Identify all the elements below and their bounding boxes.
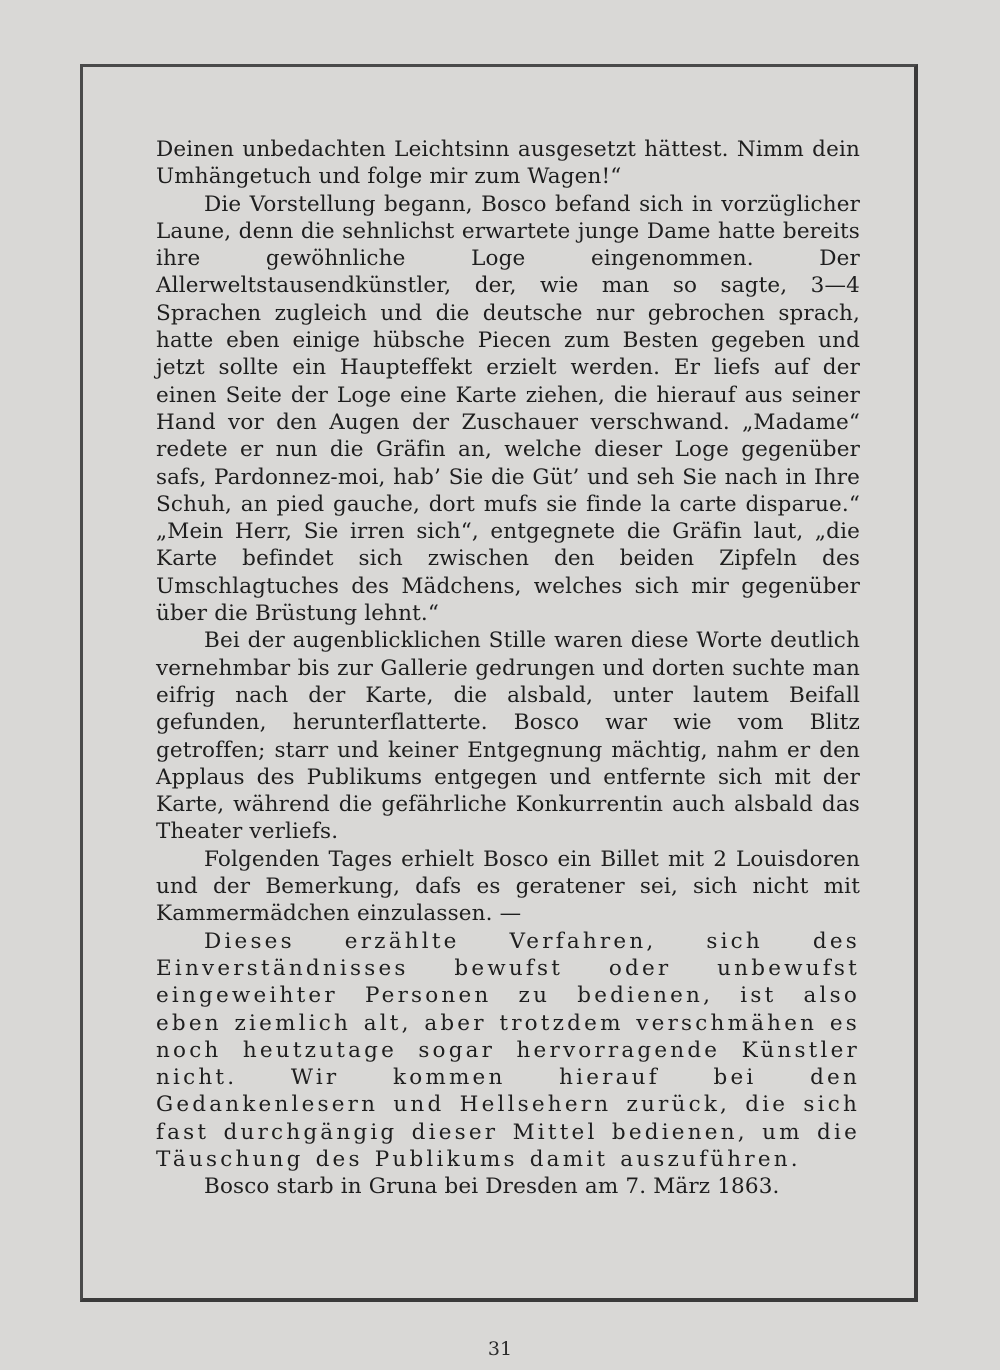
paragraph-2: Die Vorstellung begann, Bosco befand sich in vorzüglicher Laune, denn die sehnlichst erwartete junge Dame hatte bereits ihre gewöhnliche Loge eingenommen. Der Allerweltstausendkünstler, der, wie man so sagte, 3—4 Sprachen zugleich und die deutsche nur gebrochen sprach, hatte eben einige hübsche Piecen zum Besten gegeben und jetzt sollte ein Haupteffekt erzielt werden. Er liefs auf der einen Seite der Loge eine Karte ziehen, die hierauf aus seiner Hand vor den Augen der Zuschauer verschwand. „Madame“ redete er nun die Gräfin an, welche dieser Loge gegenüber safs, Pardonnez-moi, hab’ Sie die Güt’ und seh Sie nach in Ihre Schuh, an pied gauche, dort mufs sie finde la carte disparue.“ „Mein Herr, Sie irren sich“, entgegnete die Gräfin laut, „die Karte befindet sich zwischen den beiden Zipfeln des Umschlagtuches des Mädchens, welches sich mir gegenüber über die Brüstung lehnt.“ bbox=[156, 191, 860, 627]
paragraph-1: Deinen unbedachten Leichtsinn ausgesetzt hättest. Nimm dein Umhängetuch und folge mir zum Wagen!“ bbox=[156, 137, 860, 190]
paragraph-5: Dieses erzählte Verfahren, sich des Einverständnisses bewufst oder unbewufst eingeweihter Personen zu bedienen, ist also eben ziemlich alt, aber trotzdem verschmähen es noch heutzutage sogar hervorragende Künstler nicht. Wir kommen hierauf bei den Gedankenlesern und Hellsehern zurück, die sich fast durchgängig dieser Mittel bedienen, um die Täuschung des Publikums damit auszuführen. bbox=[156, 928, 860, 1172]
paragraph-4: Folgenden Tages erhielt Bosco ein Billet mit 2 Louisdoren und der Bemerkung, dafs es geratener sei, sich nicht mit Kammermädchen einzulassen. — bbox=[156, 846, 860, 927]
paragraph-6: Bosco starb in Gruna bei Dresden am 7. März 1863. bbox=[204, 1174, 780, 1200]
body-text bbox=[156, 136, 860, 1201]
page-number: 31 bbox=[487, 1338, 513, 1360]
paragraph-3: Bei der augenblicklichen Stille waren diese Worte deutlich vernehmbar bis zur Gallerie gedrungen und dorten suchte man eifrig nach der Karte, die alsbald, unter lautem Beifall gefunden, herunterflatterte. Bosco war wie vom Blitz getroffen; starr und keiner Entgegnung mächtig, nahm er den Applaus des Publikums entgegen und entfernte sich mit der Karte, während die gefährliche Konkurrentin auch alsbald das Theater verliefs. bbox=[156, 628, 860, 845]
